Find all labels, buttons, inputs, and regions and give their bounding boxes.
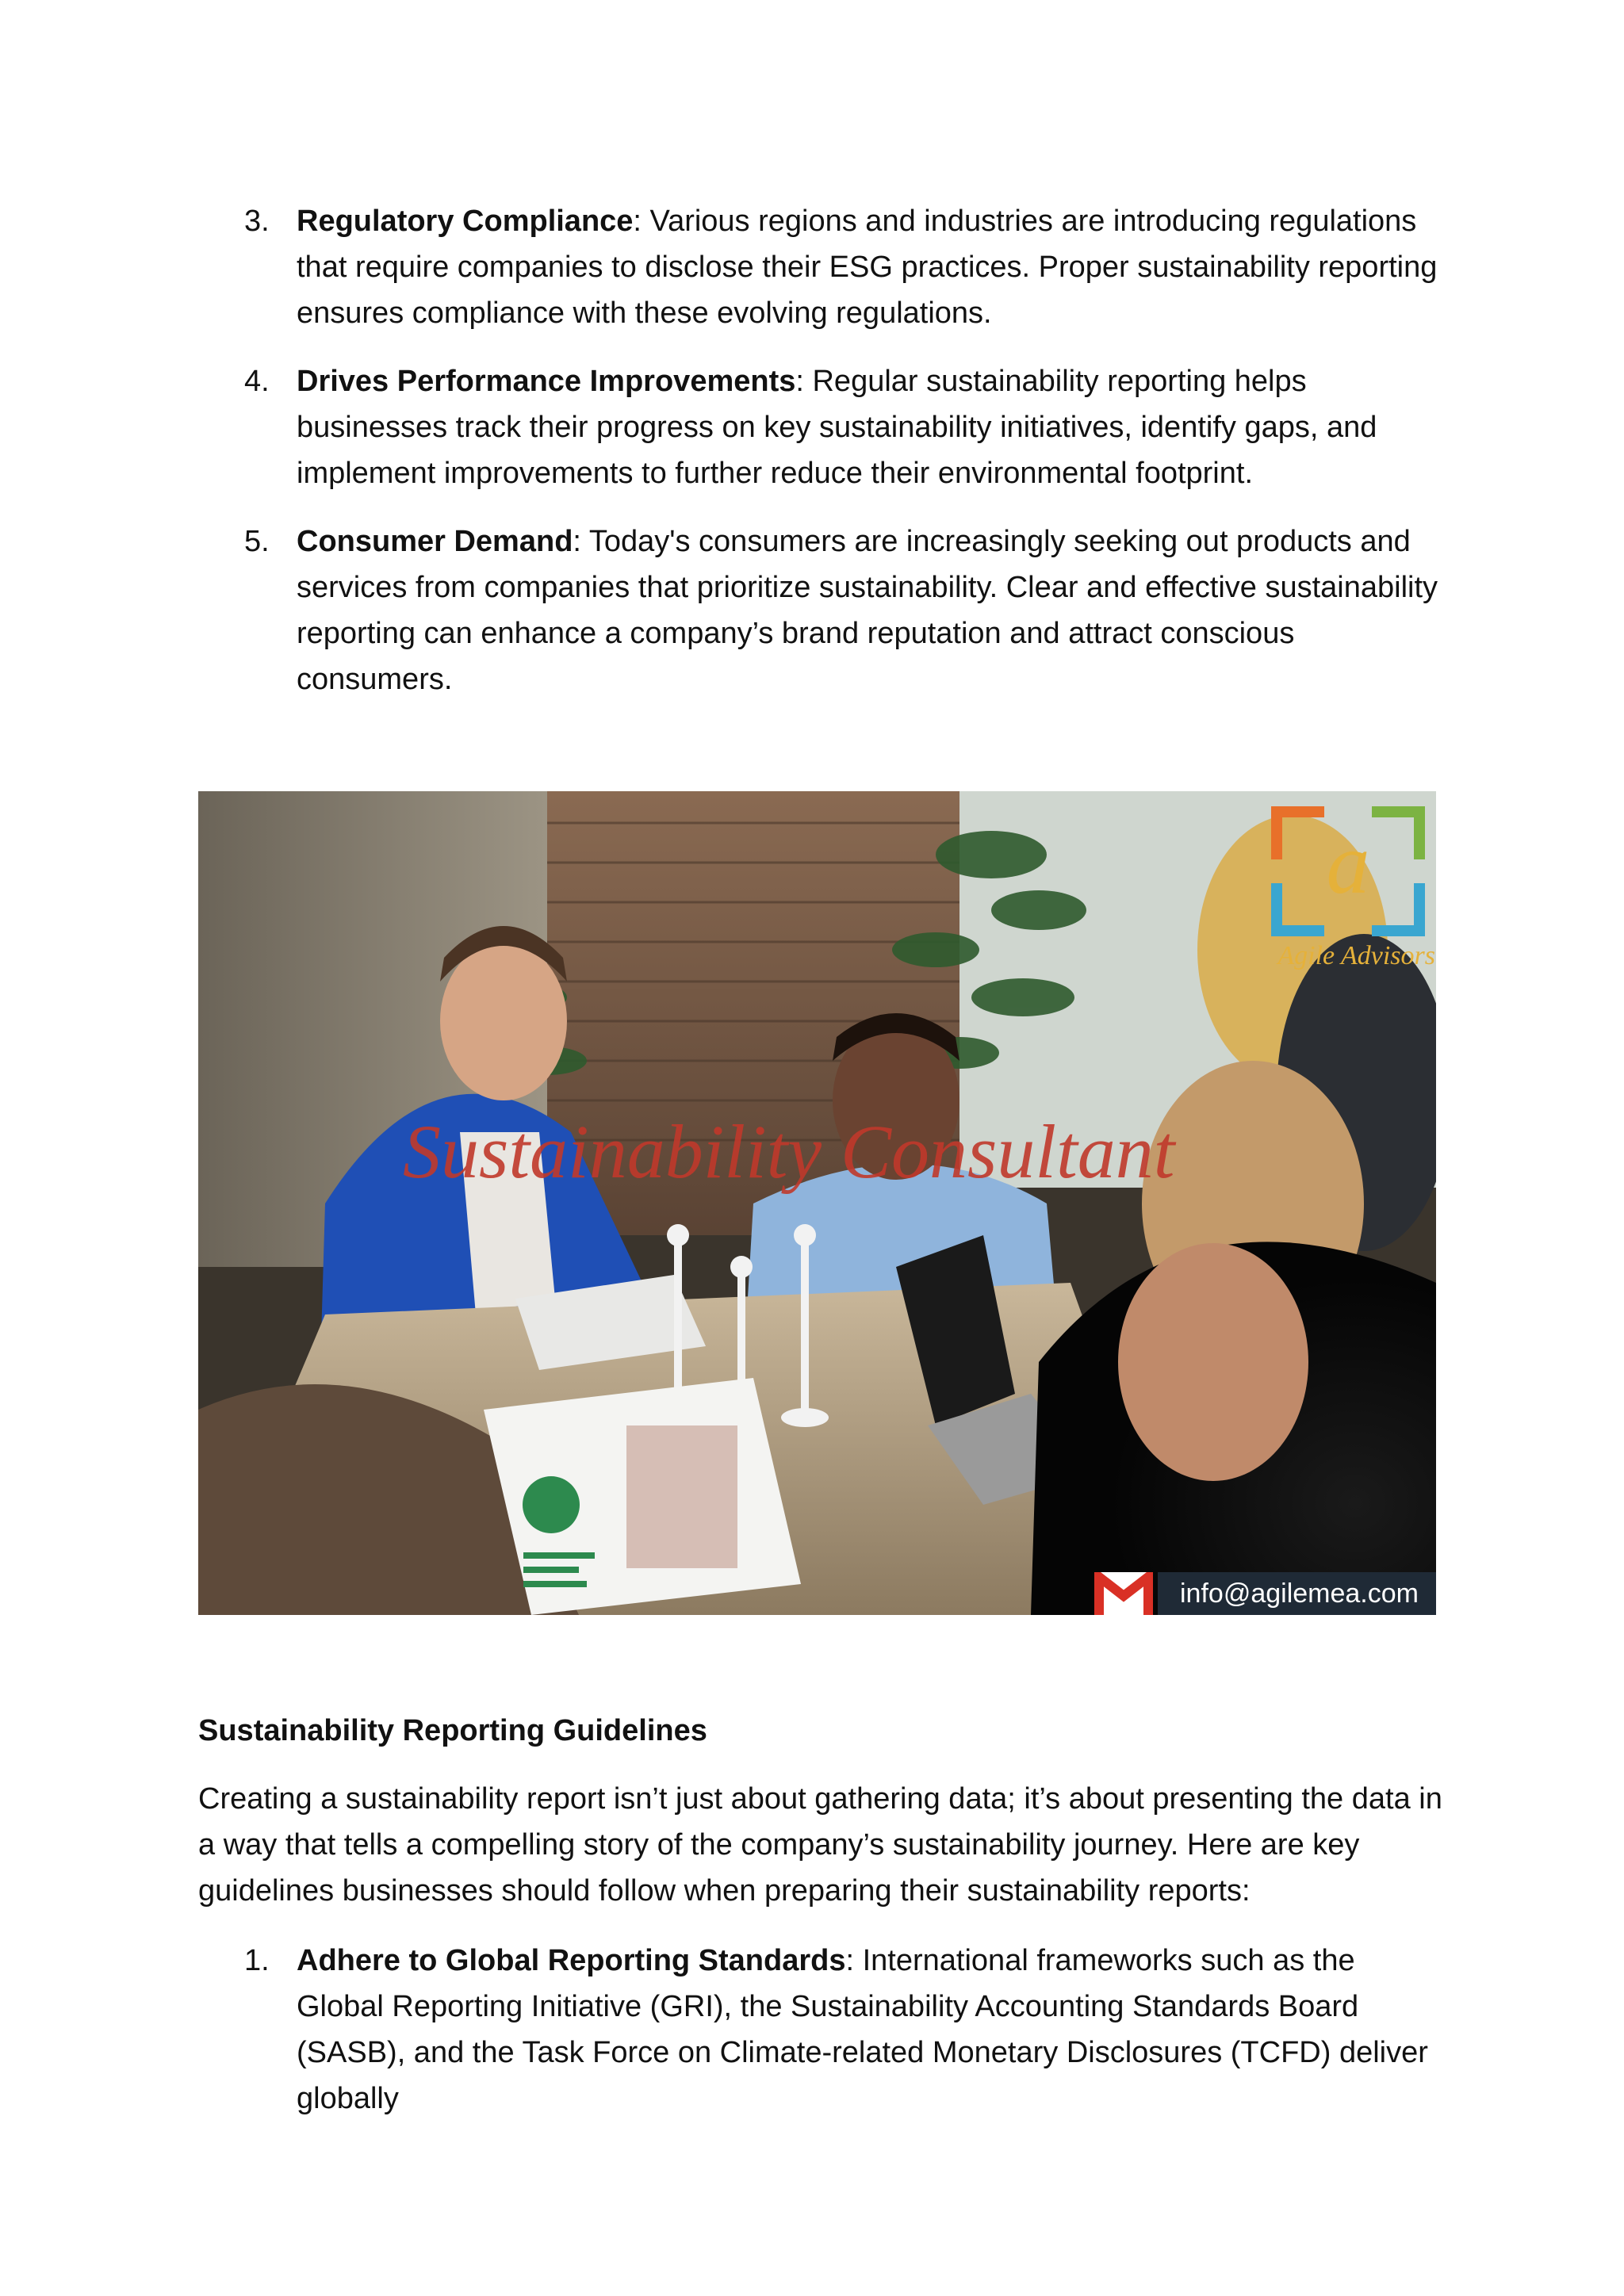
list-item-title: Regulatory Compliance: [297, 205, 634, 238]
list-item-text: : Today's consumers are increasingly seeking out products and services from companies that prioritize sustainability. Clear and effective sustainability reporting can enhance a company’s brand reputation and attract conscious consumers.: [297, 525, 1438, 696]
list-number: 3.: [244, 205, 270, 238]
overlay-title: Sustainability Consultant: [403, 1109, 1175, 1194]
logo-text: Agile Advisors: [1277, 941, 1435, 970]
list-item-body: [297, 358, 1446, 496]
agile-advisors-logo: [1269, 804, 1435, 970]
list-number: 1.: [244, 1944, 270, 1977]
section-paragraph: Creating a sustainability report isn’t just about gathering data; it’s about presenting the data in a way that tells a compelling story of the company’s sustainability journey. Here are key guidelines businesses should follow when preparing their sustainability reports:: [198, 1782, 1442, 1908]
list-item-text: : Regular sustainability reporting helps businesses track their progress on key sustainability initiatives, identify gaps, and implement improvements to further reduce their environmental footprint.: [297, 365, 1377, 490]
list-item-title: Adhere to Global Reporting Standards: [297, 1944, 846, 1977]
list-number: 4.: [244, 365, 270, 398]
gmail-icon: [1094, 1572, 1153, 1615]
list-item-body: [297, 519, 1446, 702]
list-item-text: : International frameworks such as the Global Reporting Initiative (GRI), the Sustainability Accounting Standards Board (SASB), and the Task Force on Climate-related Monetary Disclosures (TCFD) deliver globally: [297, 1944, 1428, 2115]
meeting-photo: [198, 791, 1436, 1615]
email-bar: [1158, 1572, 1436, 1615]
list-item-body: [297, 1938, 1446, 2122]
section-heading: Sustainability Reporting Guidelines: [198, 1714, 707, 1747]
list-item-text: : Various regions and industries are introducing regulations that require companies to disclose their ESG practices. Proper sustainability reporting ensures compliance with these evolving regulations.: [297, 205, 1438, 330]
list-item-title: Drives Performance Improvements: [297, 365, 796, 398]
meeting-photo-illustration: [198, 791, 1436, 1615]
logo-letter: a: [1326, 815, 1370, 912]
list-number: 5.: [244, 525, 270, 558]
list-item-body: [297, 198, 1446, 336]
list-item-title: Consumer Demand: [297, 525, 573, 558]
email-address: info@agilemea.com: [1180, 1578, 1419, 1609]
